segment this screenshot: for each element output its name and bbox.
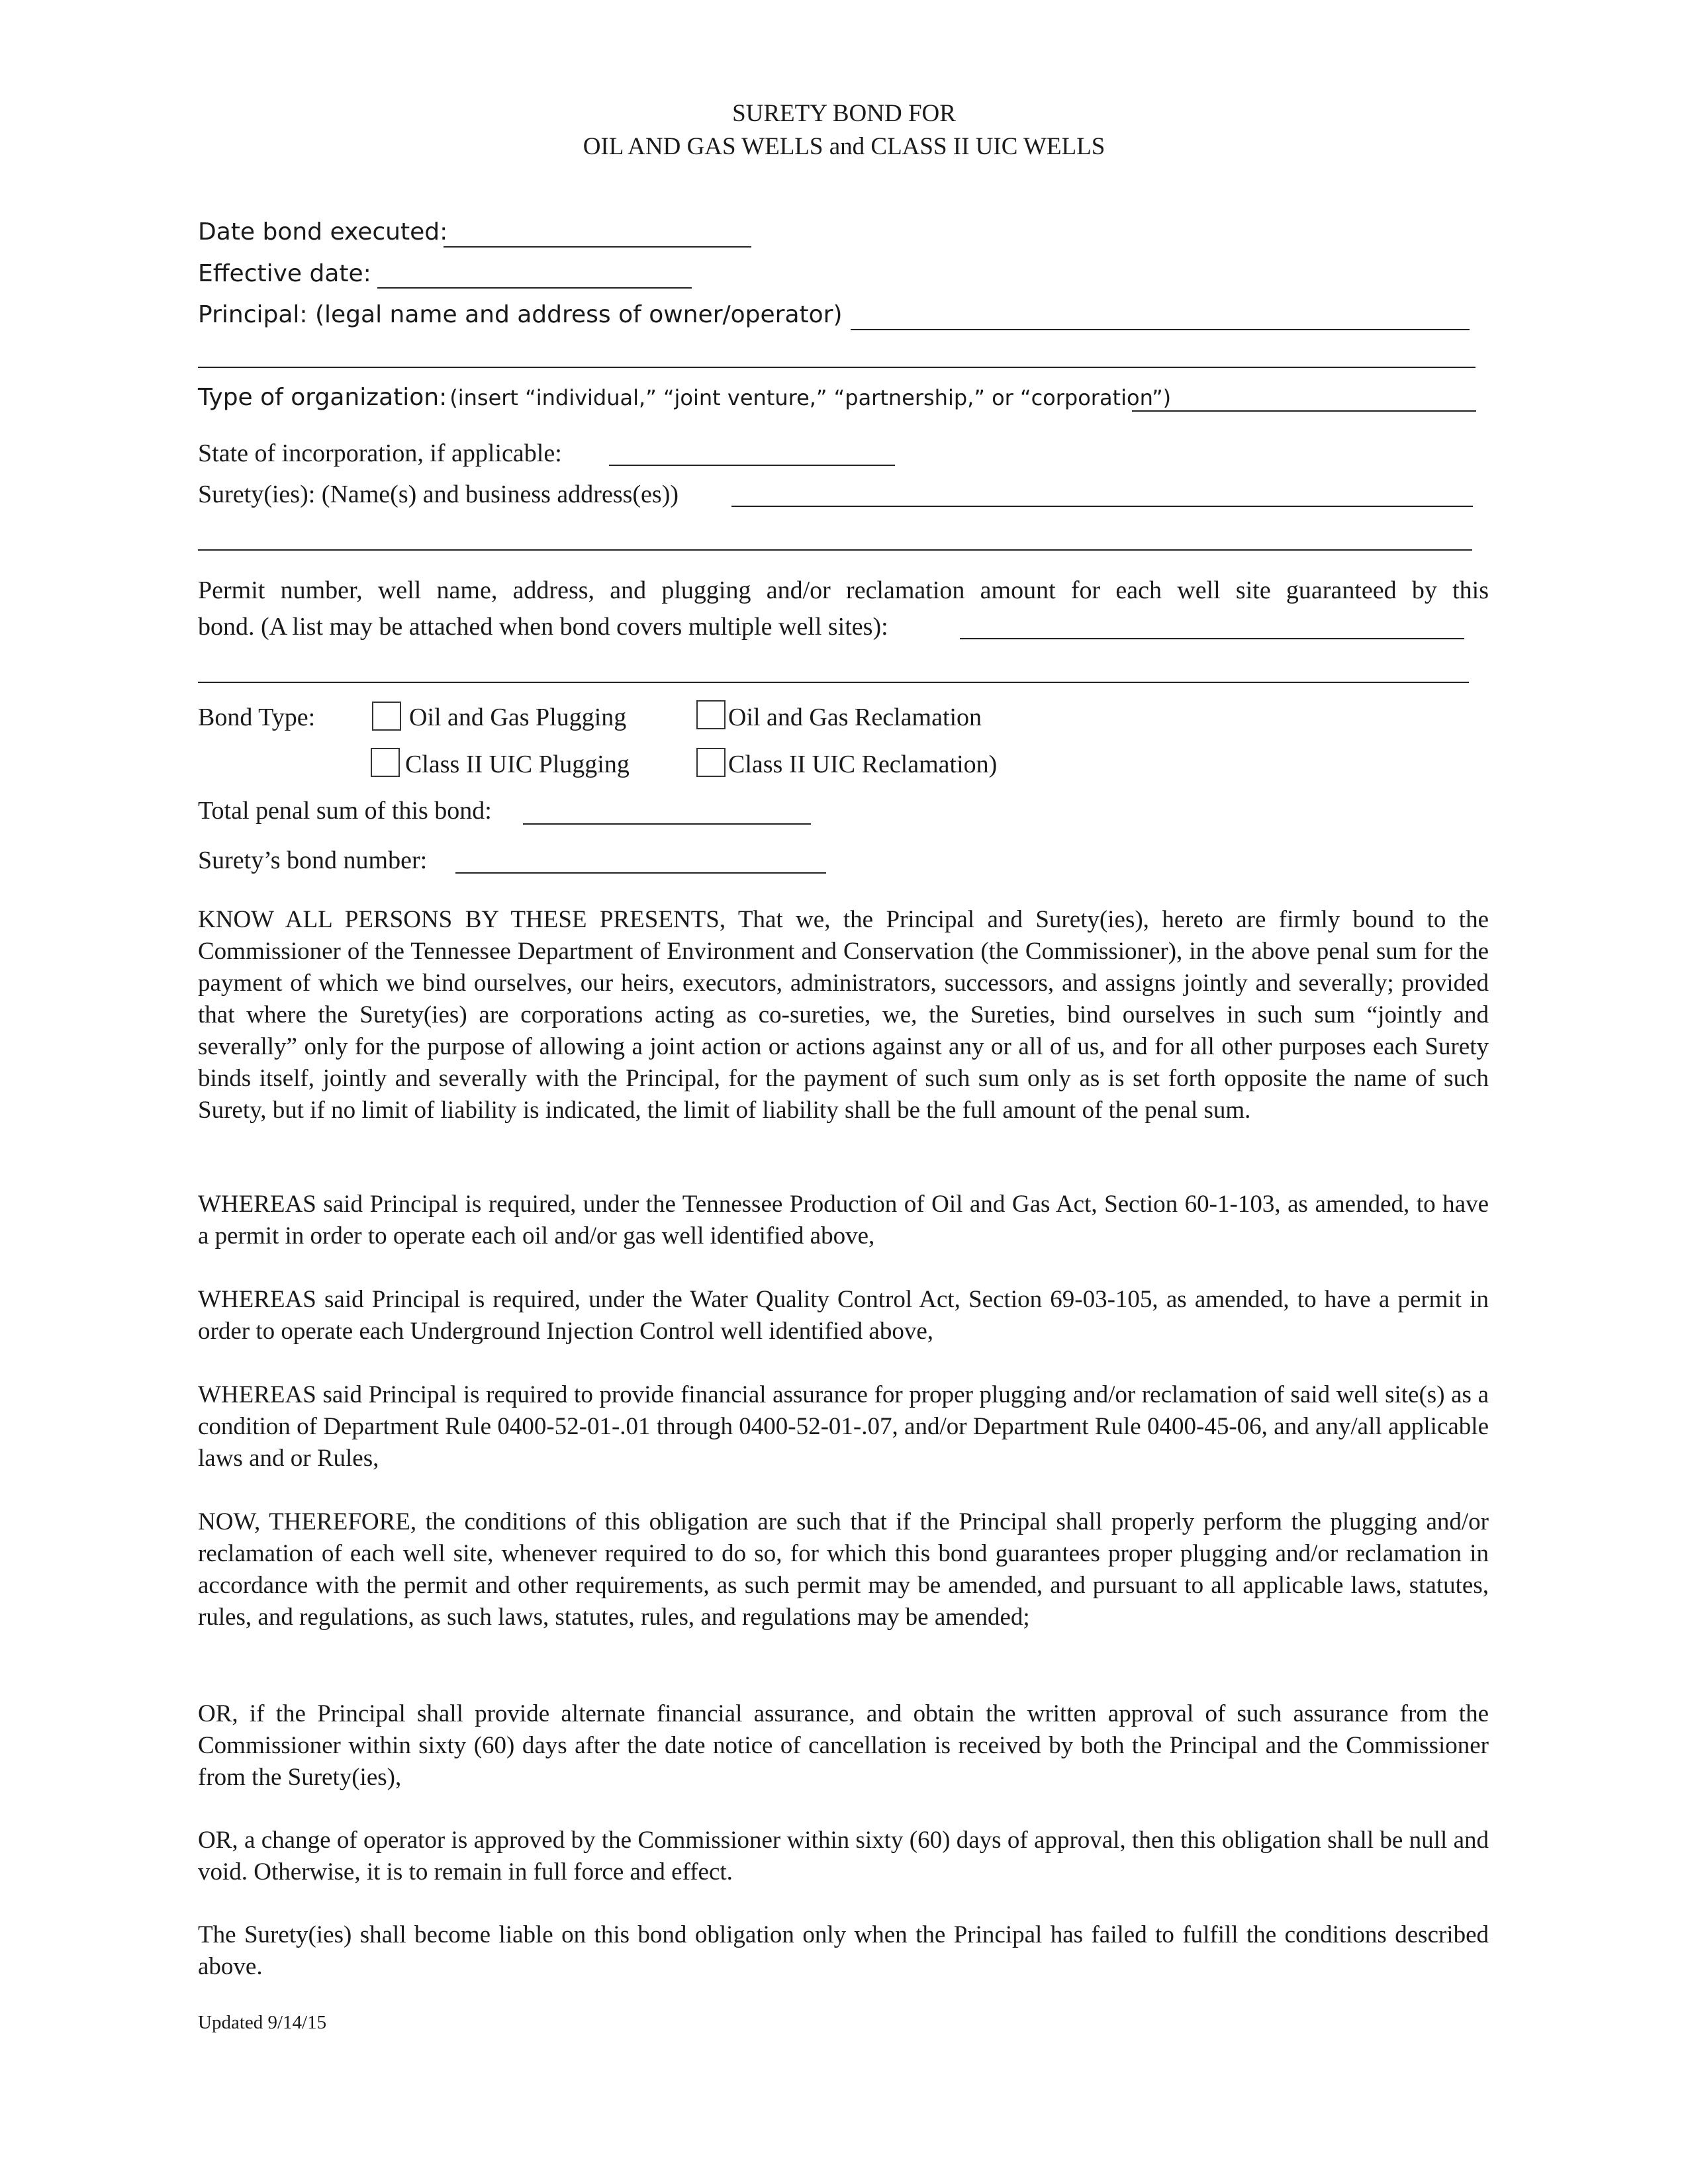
form-title-line1: SURETY BOND FOR [732, 100, 956, 127]
effective-date-field[interactable] [377, 287, 692, 289]
option-oil-gas-plugging: Oil and Gas Plugging [409, 704, 627, 731]
penal-sum-label: Total penal sum of this bond: [198, 797, 492, 825]
permit-label-line1: Permit number, well name, address, and plugging and/or reclamation amount for each well site guaranteed by this [198, 576, 1489, 604]
org-type-label: Type of organization: [198, 384, 447, 411]
penal-sum-field[interactable] [523, 823, 811, 825]
paragraph-change-of-operator: OR, a change of operator is approved by the Commissioner within sixty (60) days of approval, then this obligation shall be null and void. Otherwise, it is to remain in full force and effect. [198, 1827, 1489, 1886]
permit-field-line2[interactable] [198, 682, 1469, 683]
bond-number-field[interactable] [455, 872, 826, 874]
date-executed-label: Date bond executed: [198, 218, 448, 246]
paragraph-alternate-assurance: OR, if the Principal shall provide alternate financial assurance, and obtain the written approval of such assurance from the Commissioner within sixty (60) days after the date notice of cancellation is received by both the Principal and the Commissioner from the Surety(ies), [198, 1700, 1489, 1791]
checkbox-oil-gas-reclamation[interactable] [696, 700, 726, 729]
state-field[interactable] [609, 465, 895, 466]
checkbox-class-ii-uic-plugging[interactable] [371, 748, 400, 777]
principal-label: Principal: (legal name and address of owner/operator) [198, 301, 843, 328]
state-label: State of incorporation, if applicable: [198, 439, 562, 467]
effective-date-label: Effective date: [198, 260, 371, 287]
footer-updated: Updated 9/14/15 [198, 2012, 327, 2033]
bond-type-label: Bond Type: [198, 704, 316, 731]
sureties-field-line2[interactable] [198, 549, 1472, 551]
paragraph-now-therefore: NOW, THEREFORE, the conditions of this obligation are such that if the Principal shall properly perform the plugging and/or reclamation of each well site, whenever required to do so, for which this bond guarantees proper plugging and/or reclamation in accordance with the permit and other requirements, as such permit may be amended, and pursuant to all applicable laws, statutes, rules, and regulations, as such laws, statutes, rules, and regulations may be amended; [198, 1508, 1489, 1631]
permit-label-line2: bond. (A list may be attached when bond covers multiple well sites): [198, 613, 888, 641]
principal-field[interactable] [851, 329, 1470, 330]
paragraph-whereas-water-quality: WHEREAS said Principal is required, under the Water Quality Control Act, Section 69-03-105, as amended, to have a permit in order to operate each Underground Injection Control well identified above, [198, 1286, 1489, 1345]
paragraph-whereas-oil-gas-act: WHEREAS said Principal is required, under the Tennessee Production of Oil and Gas Act, Section 60-1-103, as amended, to have a permit in order to operate each oil and/or gas well identified above, [198, 1191, 1489, 1250]
form-title-line2: OIL AND GAS WELLS and CLASS II UIC WELLS [583, 133, 1105, 160]
option-class-ii-uic-reclamation: Class II UIC Reclamation) [728, 751, 998, 778]
checkbox-oil-gas-plugging[interactable] [372, 702, 401, 731]
org-type-row [198, 384, 1171, 411]
paragraph-surety-liability: The Surety(ies) shall become liable on this bond obligation only when the Principal has failed to fulfill the conditions described above. [198, 1921, 1489, 1980]
org-type-field[interactable] [1132, 410, 1476, 412]
option-class-ii-uic-plugging: Class II UIC Plugging [405, 751, 630, 778]
paragraph-whereas-financial-assurance: WHEREAS said Principal is required to provide financial assurance for proper plugging and/or reclamation of said well site(s) as a condition of Department Rule 0400-52-01-.01 through 0400-52-01-.07, and/or Department Rule 0400-45-06, and any/all applicable laws and or Rules, [198, 1381, 1489, 1472]
sureties-label: Surety(ies): (Name(s) and business address(es)) [198, 480, 679, 508]
checkbox-class-ii-uic-reclamation[interactable] [696, 748, 726, 777]
date-executed-field[interactable] [444, 246, 751, 248]
sureties-field[interactable] [731, 506, 1473, 507]
principal-field-line2[interactable] [198, 367, 1476, 368]
bond-number-label: Surety’s bond number: [198, 846, 428, 874]
permit-field[interactable] [960, 638, 1464, 639]
option-oil-gas-reclamation: Oil and Gas Reclamation [728, 704, 982, 731]
paragraph-know-all-persons: KNOW ALL PERSONS BY THESE PRESENTS, That we, the Principal and Surety(ies), hereto are firmly bound to the Commissioner of the Tennessee Department of Environment and Conservation (the Commissioner), in the above penal sum for the payment of which we bind ourselves, our heirs, executors, administrators, successors, and assigns jointly and severally; provided that where the Surety(ies) are corporations acting as co-sureties, we, the Sureties, bind ourselves in such sum “jointly and severally” only for the purpose of allowing a joint action or actions against any or all of us, and for all other purposes each Surety binds itself, jointly and severally with the Principal, for the payment of such sum only as is set forth opposite the name of such Surety, but if no limit of liability is indicated, the limit of liability shall be the full amount of the penal sum. [198, 906, 1489, 1124]
org-type-hint: (insert “individual,” “joint venture,” “partnership,” or “corporation”) [449, 385, 1172, 410]
